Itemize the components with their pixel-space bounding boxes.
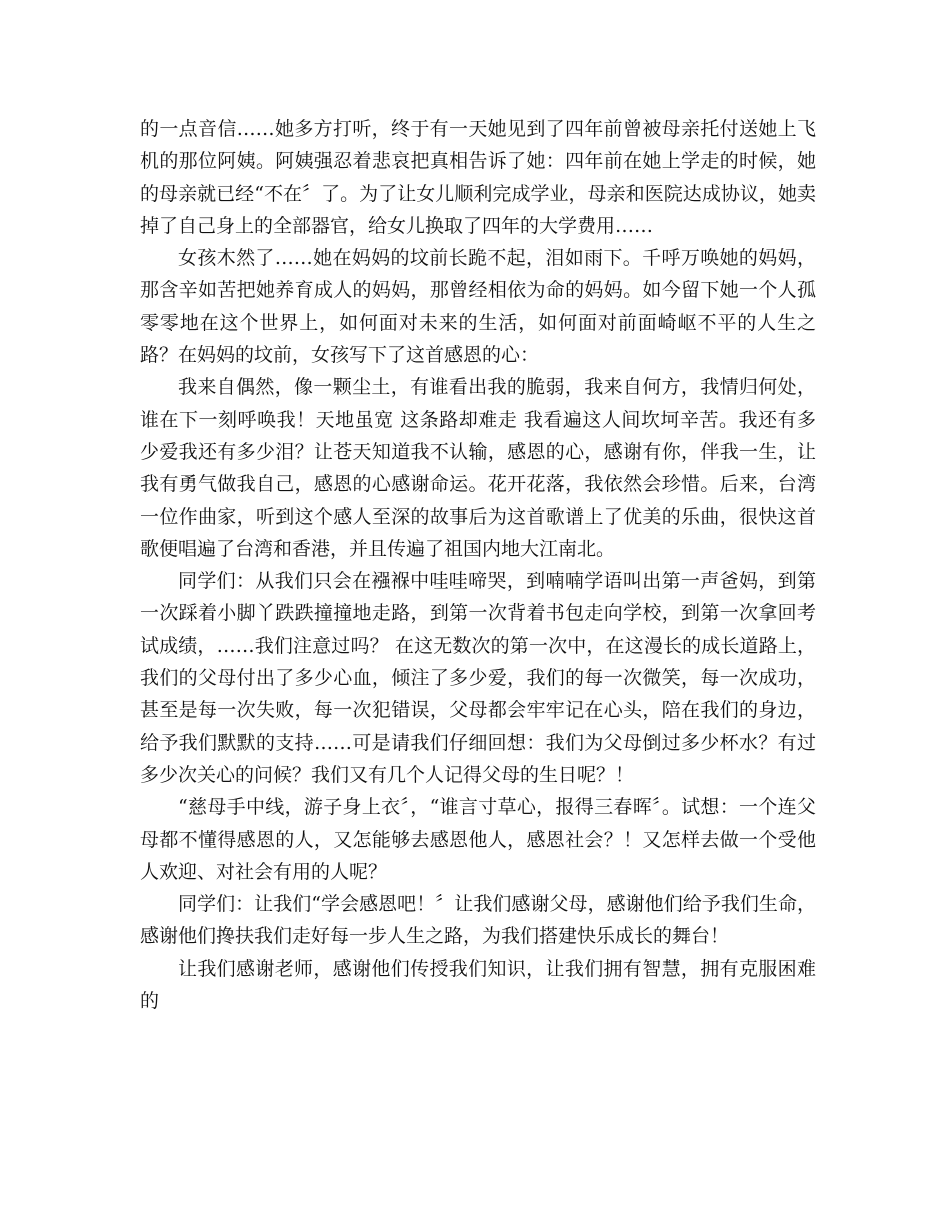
paragraph: 我来自偶然，像一颗尘土，有谁看出我的脆弱，我来自何方，我情归何处，谁在下一刻呼唤我！天地虽宽 这条路却难走 我看遍这人间坎坷辛苦。我还有多少爱我还有多少泪？让苍天知道我不认输，感恩的心，感谢有你，伴我一生，让我有勇气做我自己，感恩的心感谢命运。花开花落，我依然会珍惜。后来，台湾一位作曲家，听到这个感人至深的故事后为这首歌谱上了优美的乐曲，很快这首歌便唱遍了台湾和香港，并且传遍了祖国内地大江南北。 (140, 376, 816, 560)
paragraph: 同学们：从我们只会在襁褓中哇哇啼哭，到喃喃学语叫出第一声爸妈，到第一次踩着小脚丫跌跌撞撞地走路，到第一次背着书包走向学校，到第一次拿回考试成绩，……我们注意过吗？ 在这无数次的第一次中，在这漫长的成长道路上，我们的父母付出了多少心血，倾注了多少爱，我们的每一次微笑，每一次成功，甚至是每一次失败，每一次犯错误，父母都会牢牢记在心头，陪在我们的身边，给予我们默默的支持……可是请我们仔细回想：我们为父母倒过多少杯水？有过多少次关心的问候？我们又有几个人记得父母的生日呢？！ (140, 570, 816, 786)
paragraph: 女孩木然了……她在妈妈的坟前长跪不起，泪如雨下。千呼万唤她的妈妈，那含辛如苦把她养育成人的妈妈，那曾经相依为命的妈妈。如今留下她一个人孤零零地在这个世界上，如何面对未来的生活，如何面对前面崎岖不平的人生之路？在妈妈的坟前，女孩写下了这首感恩的心： (140, 247, 816, 367)
paragraph: 同学们：让我们“学会感恩吧！〞让我们感谢父母，感谢他们给予我们生命，感谢他们搀扶我们走好每一步人生之路，为我们搭建快乐成长的舞台！ (140, 893, 816, 948)
paragraph: 的一点音信……她多方打听，终于有一天她见到了四年前曾被母亲托付送她上飞机的那位阿姨。阿姨强忍着悲哀把真相告诉了她：四年前在她上学走的时候，她的母亲就已经“不在〞了。为了让女儿顺利完成学业，母亲和医院达成协议，她卖掉了自己身上的全部器官，给女儿换取了四年的大学费用…… (140, 118, 816, 237)
paragraph: 让我们感谢老师，感谢他们传授我们知识，让我们拥有智慧，拥有克服困难的 (140, 957, 816, 1013)
body-text (140, 113, 816, 1017)
paragraph: “慈母手中线，游子身上衣〞，“谁言寸草心，报得三春晖〞。试想：一个连父母都不懂得感恩的人，又怎能够去感恩他人，感恩社会？！又怎样去做一个受他人欢迎、对社会有用的人呢？ (140, 796, 816, 883)
